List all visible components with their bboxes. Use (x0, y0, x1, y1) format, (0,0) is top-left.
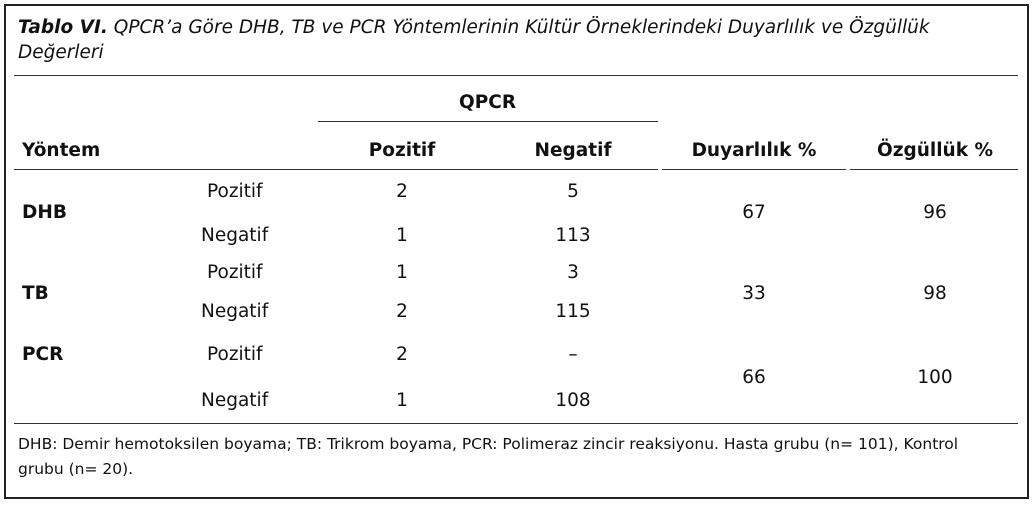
row-method-pcr: PCR (22, 344, 64, 365)
cell-pcr-pozitif-neg: – (568, 344, 578, 365)
header-method: Yöntem (22, 140, 101, 161)
sublabel-pcr-pozitif: Pozitif (207, 344, 263, 365)
cell-tb-pozitif-neg: 3 (567, 262, 579, 283)
sublabel-dhb-pozitif: Pozitif (207, 181, 263, 202)
table-frame (4, 4, 1029, 499)
cell-dhb-sensitivity: 67 (742, 202, 766, 223)
cell-pcr-sensitivity: 66 (742, 367, 766, 388)
cell-tb-negatif-pos: 2 (396, 301, 408, 322)
table-footnote: DHB: Demir hemotoksilen boyama; TB: Trikrom boyama, PCR: Polimeraz zincir reaksiyonu. Hasta grubu (n= 101), Kontrol grubu (n= 20). (18, 435, 959, 478)
header-sensitivity: Duyarlılık % (691, 140, 817, 161)
cell-tb-sensitivity: 33 (742, 283, 766, 304)
sublabel-dhb-negatif: Negatif (201, 225, 269, 246)
top-rule (14, 75, 1018, 76)
qpcr-group-header: QPCR (459, 92, 517, 113)
row-method-tb: TB (22, 283, 49, 304)
cell-dhb-pozitif-neg: 5 (567, 181, 579, 202)
header-rule-sensitivity (662, 169, 846, 170)
header-rule-left (14, 169, 658, 170)
cell-dhb-negatif-pos: 1 (396, 225, 408, 246)
sublabel-tb-negatif: Negatif (201, 301, 269, 322)
header-pozitif: Pozitif (368, 140, 436, 161)
sublabel-pcr-negatif: Negatif (201, 390, 269, 411)
bottom-rule (14, 423, 1018, 424)
cell-tb-negatif-neg: 115 (555, 301, 591, 322)
header-negatif: Negatif (534, 140, 612, 161)
caption-label: Tablo VI. (18, 17, 108, 38)
sublabel-tb-pozitif: Pozitif (207, 262, 263, 283)
table-caption (18, 15, 1008, 65)
header-specificity: Özgüllük % (876, 140, 994, 161)
cell-pcr-specificity: 100 (917, 367, 953, 388)
qpcr-underline (318, 121, 658, 122)
cell-pcr-negatif-pos: 1 (396, 390, 408, 411)
cell-tb-specificity: 98 (923, 283, 947, 304)
row-method-dhb: DHB (22, 202, 67, 223)
cell-dhb-pozitif-pos: 2 (396, 181, 408, 202)
cell-tb-pozitif-pos: 1 (396, 262, 408, 283)
cell-dhb-negatif-neg: 113 (555, 225, 591, 246)
caption-text: QPCR’a Göre DHB, TB ve PCR Yöntemlerinin Kültür Örneklerindeki Duyarlılık ve Özgüllük Değerleri (18, 17, 930, 63)
header-rule-specificity (850, 169, 1018, 170)
cell-dhb-specificity: 96 (923, 202, 947, 223)
cell-pcr-negatif-neg: 108 (555, 390, 591, 411)
cell-pcr-pozitif-pos: 2 (396, 344, 408, 365)
